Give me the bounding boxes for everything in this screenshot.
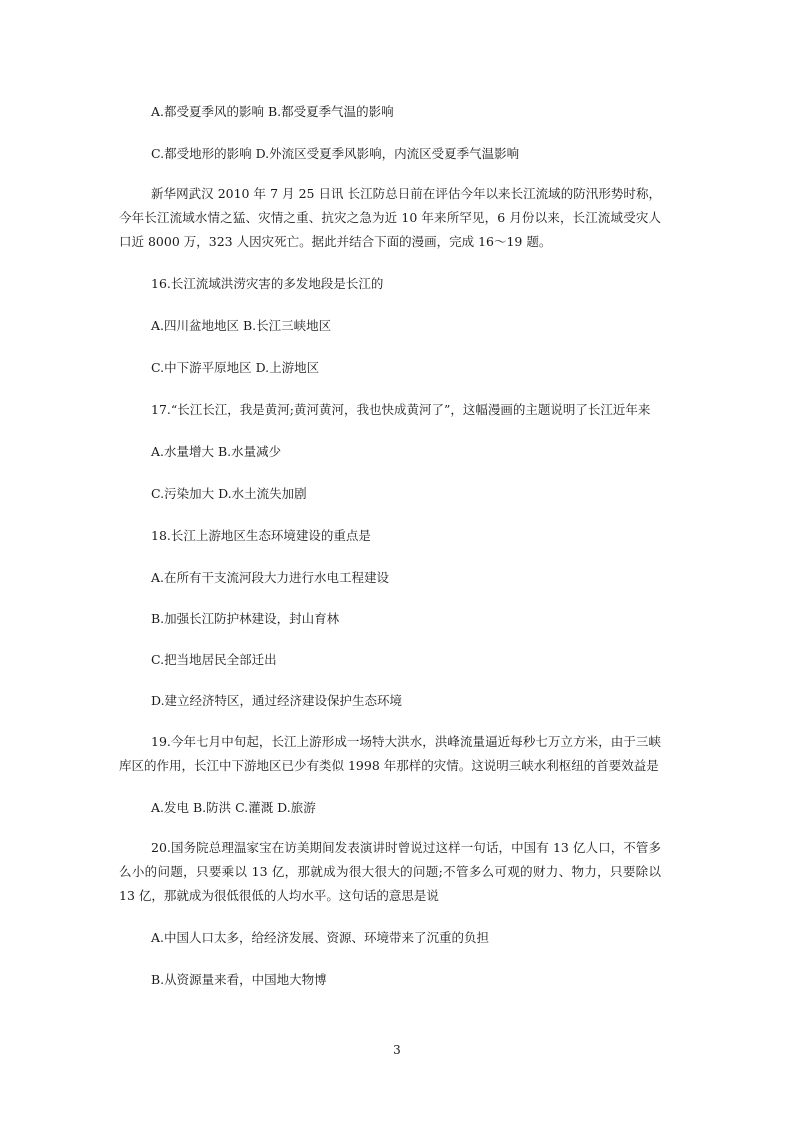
q15-options-cd: C.都受地形的影响 D.外流区受夏季风影响，内流区受夏季气温影响 [151,146,520,161]
q16-options-ab: A.四川盆地地区 B.长江三峡地区 [151,318,332,333]
q18-option-a: A.在所有干支流河段大力进行水电工程建设 [151,570,390,585]
q20-option-b: B.从资源量来看，中国地大物博 [151,972,327,987]
q19-stem: 19.今年七月中旬起，长江上游形成一场特大洪水，洪峰流量逼近每秒七万立方米，由于三峡库区的作用，长江中下游地区已少有类似 1998 年那样的灾情。这说明三峡水利枢纽的首要效益是 [119,734,661,773]
q18-option-c: C.把当地居民全部迁出 [151,652,277,667]
q19-options: A.发电 B.防洪 C.灌溉 D.旅游 [151,800,316,815]
page-number: 3 [393,1043,401,1057]
q15-options-ab: A.都受夏季风的影响 B.都受夏季气温的影响 [151,104,394,119]
q17-options-cd: C.污染加大 D.水土流失加剧 [151,486,307,501]
q18-option-b: B.加强长江防护林建设，封山育林 [151,611,340,626]
q20-option-a: A.中国人口太多，给经济发展、资源、环境带来了沉重的负担 [151,930,490,945]
q18-option-d: D.建立经济特区，通过经济建设保护生态环境 [151,693,403,708]
q16-options-cd: C.中下游平原地区 D.上游地区 [151,360,320,375]
q17-stem: 17.“长江长江，我是黄河;黄河黄河，我也快成黄河了”，这幅漫画的主题说明了长江近年来 [151,402,651,417]
q20-stem: 20.国务院总理温家宝在访美期间发表演讲时曾说过这样一句话，中国有 13 亿人口，不管多么小的问题，只要乘以 13 亿，那就成为很大很大的问题;不管多么可观的财力、物力，只要除以 13 亿，那就成为很低很低的人均水平。这句话的意思是说 [119,840,661,903]
q17-options-ab: A.水量增大 B.水量减少 [151,444,282,459]
q16-stem: 16.长江流域洪涝灾害的多发地段是长江的 [151,276,384,291]
q18-stem: 18.长江上游地区生态环境建设的重点是 [151,528,371,543]
reading-passage: 新华网武汉 2010 年 7 月 25 日讯 长江防总日前在评估今年以来长江流域的防汛形势时称，今年长江流域水情之猛、灾情之重、抗灾之急为近 10 年来所罕见，6 月份以来，长江流域受灾人口近 8000 万，323 人因灾死亡。据此并结合下面的漫画，完成 16～19 题。 [119,186,661,249]
